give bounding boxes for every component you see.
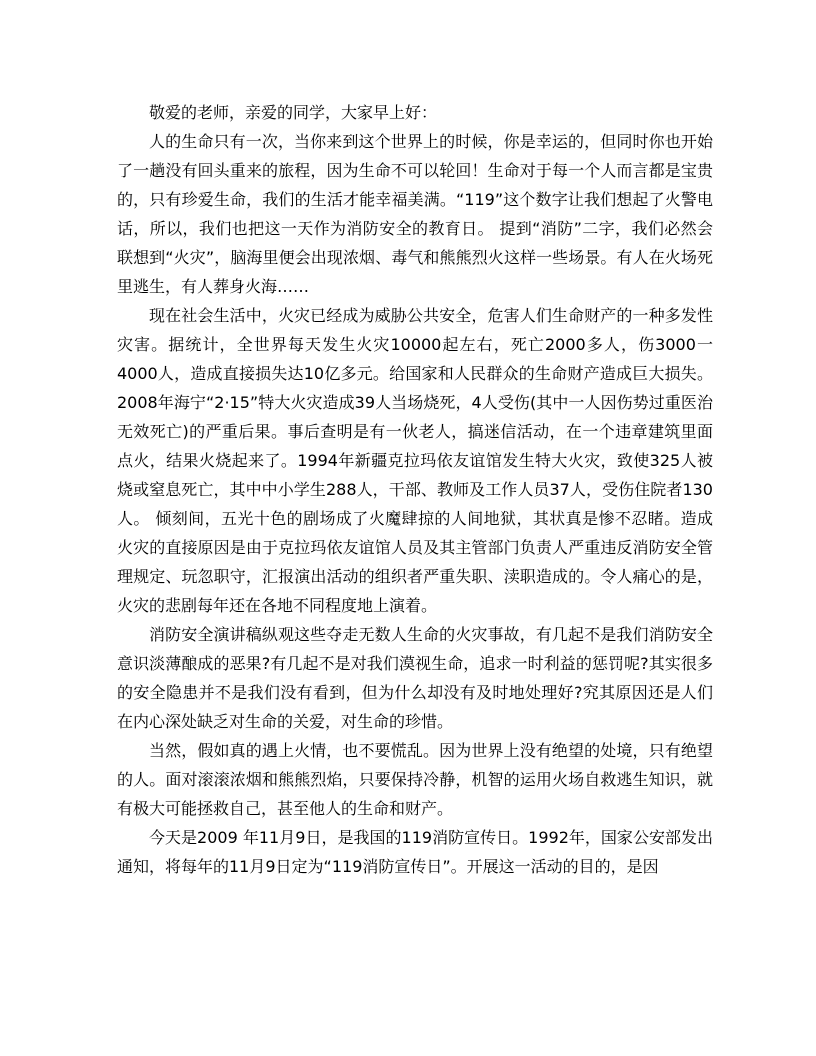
- paragraph-fire-statistics: 现在社会生活中，火灾已经成为威胁公共安全，危害人们生命财产的一种多发性灾害。据统计，全世界每天发生火灾10000起左右，死亡2000多人，伤3000一4000人，造成直接损失达10亿多元。给国家和人民群众的生命财产造成巨大损失。2008年海宁“2·15”特大火灾造成39人当场烧死，4人受伤(其中一人因伤势过重医治无效死亡)的严重后果。事后查明是有一伙老人，搞迷信活动，在一个违章建筑里面点火，结果火烧起来了。1994年新疆克拉玛依友谊馆发生特大火灾，致使325人被烧或窒息死亡，其中中小学生288人，干部、教师及工作人员37人，受伤住院者130人。 倾刻间，五光十色的剧场成了火魔肆掠的人间地狱，其状真是惨不忍睹。造成火灾的直接原因是由于克拉玛依友谊馆人员及其主管部门负责人严重违反消防安全管理规定、玩忽职守，汇报演出活动的组织者严重失职、渎职造成的。令人痛心的是，火灾的悲剧每年还在各地不同程度地上演着。: [117, 306, 713, 615]
- paragraph-stay-calm: 当然，假如真的遇上火情，也不要慌乱。因为世界上没有绝望的处境，只有绝望的人。面对滚滚浓烟和熊熊烈焰，只要保持冷静，机智的运用火场自救逃生知识，就有极大可能拯救自己，甚至他人的生命和财产。: [117, 741, 713, 818]
- paragraph-safety-awareness: 消防安全演讲稿纵观这些夺走无数人生命的火灾事故，有几起不是我们消防安全意识淡薄酿成的恶果?有几起不是对我们漠视生命，追求一时利益的惩罚呢?其实很多的安全隐患并不是我们没有看到，但为什么却没有及时地处理好?究其原因还是人们在内心深处缺乏对生命的关爱，对生命的珍惜。: [117, 625, 713, 731]
- paragraph-life-once: 人的生命只有一次，当你来到这个世界上的时候，你是幸运的，但同时你也开始了一趟没有回头重来的旅程，因为生命不可以轮回！生命对于每一个人而言都是宝贵的，只有珍爱生命，我们的生活才能幸福美满。“119”这个数字让我们想起了火警电话，所以，我们也把这一天作为消防安全的教育日。 提到“消防”二字，我们必然会联想到“火灾”，脑海里便会出现浓烟、毒气和熊熊烈火这样一些场景。有人在火场死里逃生，有人葬身火海……: [117, 132, 713, 296]
- paragraph-greeting: 敬爱的老师，亲爱的同学，大家早上好：: [149, 103, 438, 122]
- document-page: [117, 98, 713, 881]
- paragraph-119-day: 今天是2009 年11月9日，是我国的119消防宣传日。1992年，国家公安部发出通知，将每年的11月9日定为“119消防宣传日”。开展这一活动的目的，是因: [117, 828, 713, 876]
